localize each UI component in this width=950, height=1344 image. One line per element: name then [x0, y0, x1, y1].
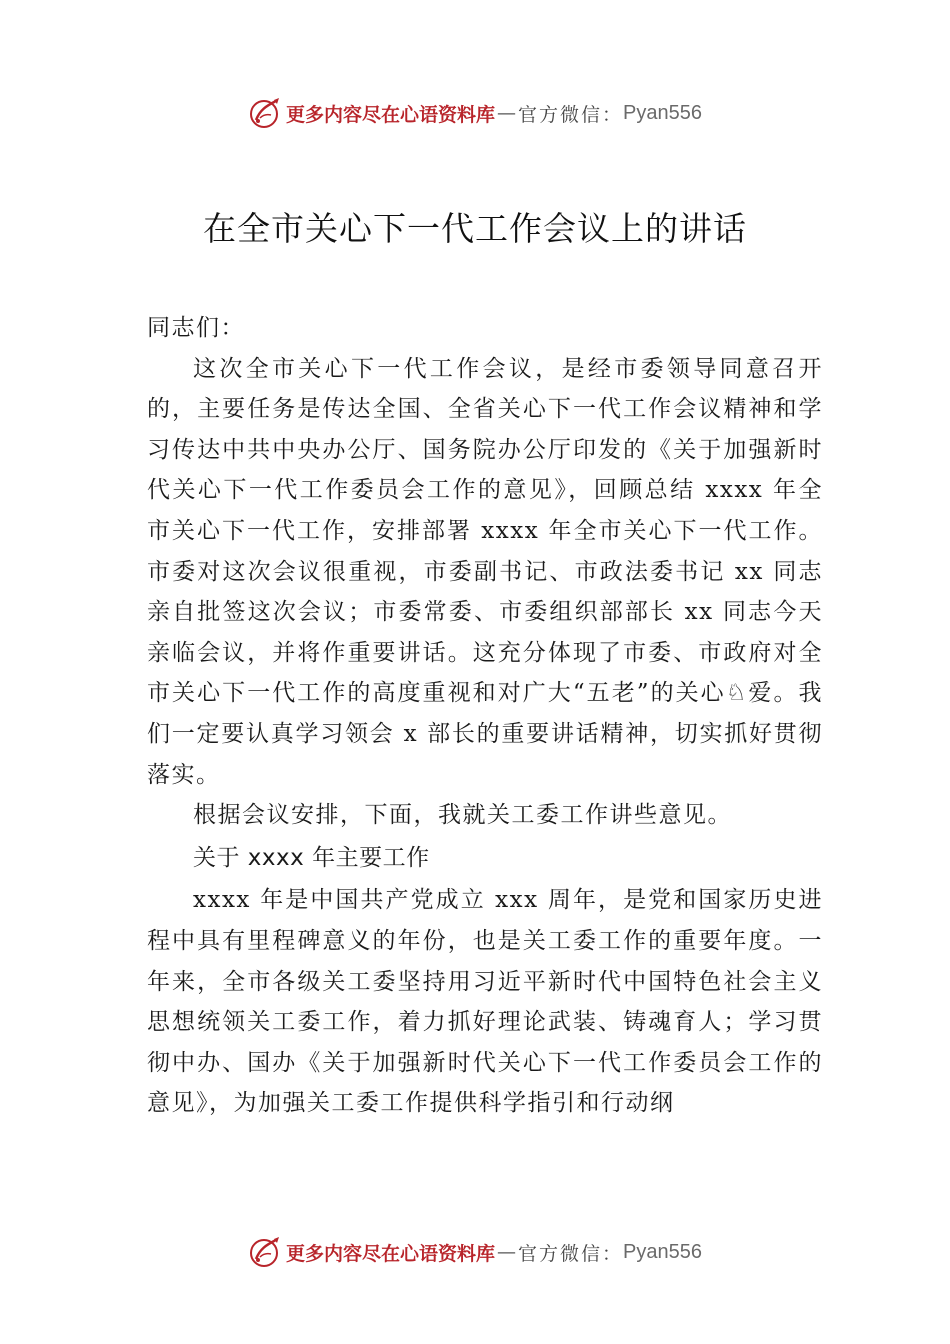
wechat-label: 官方微信： [518, 103, 624, 126]
paragraph: 这次全市关心下一代工作会议，是经市委领导同意召开的，主要任务是传达全国、全省关心下一代工作会议精神和学习传达中共中央办公厅、国务院办公厅印发的《关于加强新时代关心下一代工作委员会工作的意见》，回顾总结 xxxx 年全市关心下一代工作，安排部署 xxxx 年全市关心下一代工作。市委对这次会议很重视，市委副书记、市政法委书记 xx 同志亲自批签这次会议；市委常委、市委组织部部长 xx 同志今天亲临会议，并将作重要讲话。这充分体现了市委、市政府对全市关心下一代工作的高度重视和对广大“五老”的关心♘爱。我们一定要认真学习领会 x 部长的重要讲话精神，切实抓好贯彻落实。 [147, 355, 823, 788]
footer-banner [0, 1232, 950, 1272]
library-text: 更多内容尽在心语资料库 [286, 1242, 496, 1265]
salutation: 同志们： [147, 315, 245, 341]
pen-logo-icon [248, 96, 282, 130]
section-heading: 关于 xxxx 年主要工作 [193, 844, 430, 871]
wechat-label: 官方微信： [518, 1242, 624, 1265]
paragraph: 根据会议安排，下面，我就关工委工作讲些意见。 [193, 802, 732, 829]
document-body [147, 308, 823, 1124]
library-text: 更多内容尽在心语资料库 [286, 103, 496, 126]
paragraph: xxxx 年是中国共产党成立 xxx 周年，是党和国家历史进程中具有里程碑意义的年份，也是关工委工作的重要年度。一年来，全市各级关工委坚持用习近平新时代中国特色社会主义思想统领关工委工作，着力抓好理论武装、铸魂育人；学习贯彻中办、国办《关于加强新时代关心下一代工作委员会工作的意见》，为加强关工委工作提供科学指引和行动纲 [147, 887, 823, 1117]
banner-dash: — [497, 102, 517, 124]
header-banner [0, 93, 950, 133]
pen-logo-icon [248, 1235, 282, 1269]
wechat-id: Pyan556 [623, 1240, 702, 1263]
document-title: 在全市关心下一代工作会议上的讲话 [203, 209, 747, 248]
wechat-id: Pyan556 [623, 101, 702, 124]
banner-dash: — [497, 1241, 517, 1263]
